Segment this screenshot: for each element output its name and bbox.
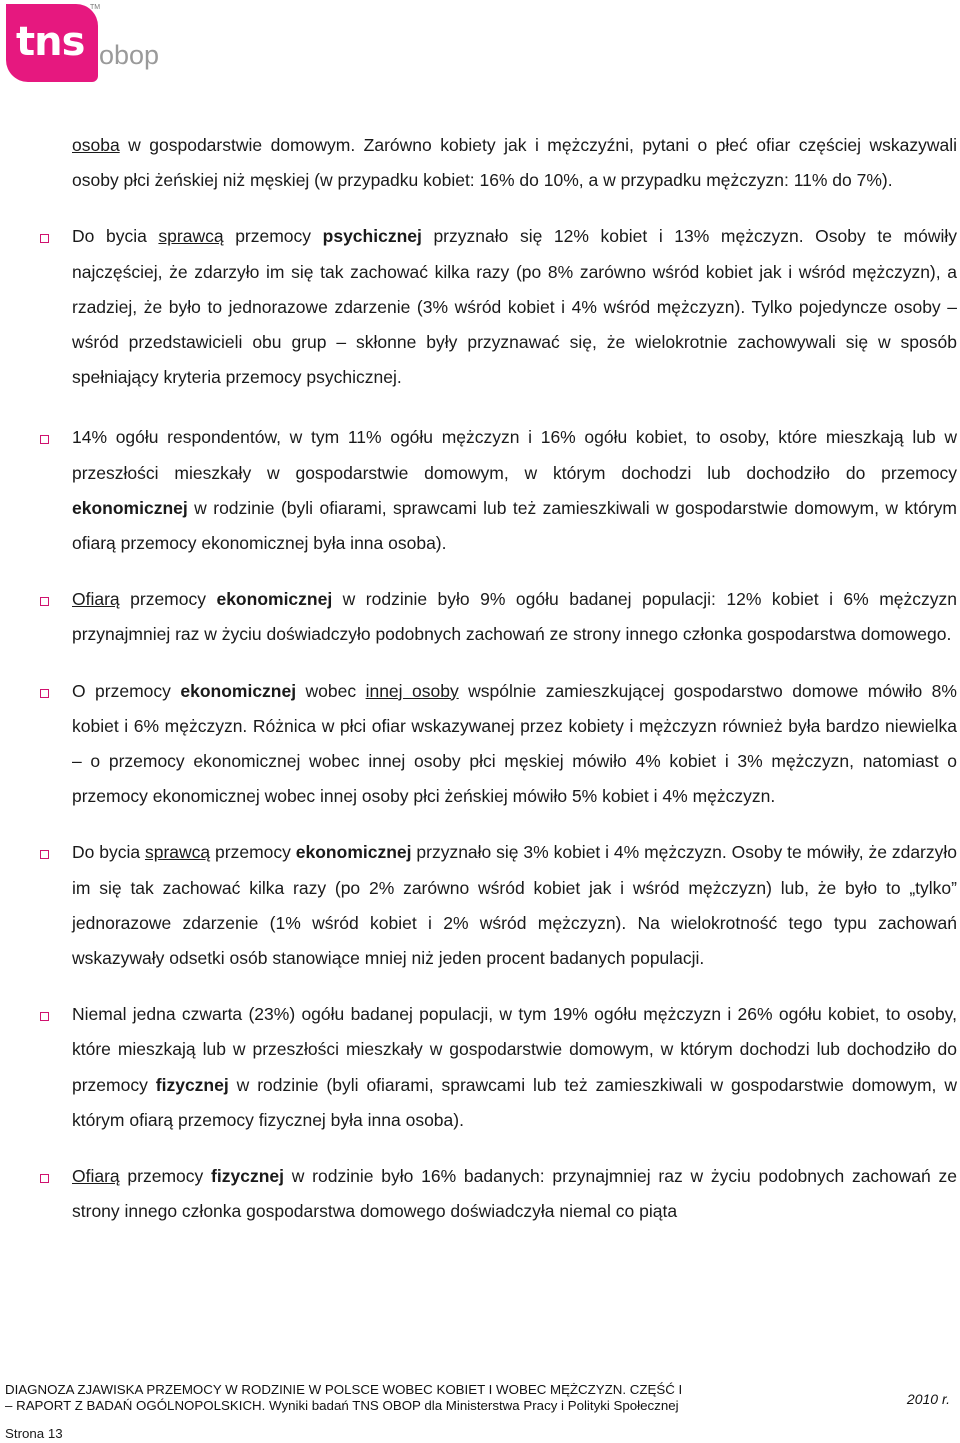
text-run: 14% ogółu respondentów, w tym 11% ogółu mężczyzn i 16% ogółu kobiet, to osoby, które mieszkają lub w przeszłości mieszkały w gospodarstwie domowym, w którym dochodzi lub dochodziło do przemocy: [72, 427, 957, 483]
text-run: Niemal jedna czwarta (23%) ogółu badanej populacji, w tym 19% ogółu mężczyzn i 26% ogółu kobiet, to osoby, które mieszkają lub w przeszłości mieszkały w gospodarstwie domowym, w którym dochodzi lub dochodziło do przemocy: [72, 1004, 957, 1095]
text-run: w rodzinie było 16% badanych: przynajmniej raz w życiu podobnych zachowań ze strony innego członka gospodarstwa domowego doświadczyła niemal co piąta: [72, 1166, 957, 1222]
bold-term: ekonomicznej: [216, 589, 333, 610]
bold-term: psychicznej: [322, 226, 422, 247]
text-run: O przemocy: [72, 680, 181, 701]
bold-term: ekonomicznej: [72, 497, 188, 518]
bullet-square-icon: [40, 689, 49, 698]
bullet-item-5: [72, 835, 957, 976]
underlined-word: Ofiarą: [72, 1166, 120, 1187]
bullet-square-icon: [40, 234, 49, 243]
footer-year: 2010 r.: [906, 1391, 950, 1407]
bullet-item-6: [72, 997, 957, 1138]
bullet-square-icon: [40, 597, 49, 606]
underlined-word: sprawcą: [144, 842, 211, 863]
bullet-square-icon: [40, 1012, 49, 1021]
text-run: w gospodarstwie domowym. Zarówno kobiety jak i mężczyźni, pytani o płeć ofiar częściej wskazywali osoby płci żeńskiej niż męskiej (w przypadku kobiet: 16% do 10%, a w przypadku mężczyzn: 11% do 7%).: [72, 135, 957, 191]
bullet-item-4: [72, 674, 957, 815]
continuation-paragraph: [72, 128, 957, 198]
footer-title-line-2: – RAPORT Z BADAŃ OGÓLNOPOLSKICH. Wyniki badań TNS OBOP dla Ministerstwa Pracy i Polityki Społecznej: [5, 1398, 679, 1413]
tns-obop-logo: [6, 4, 160, 86]
underlined-word: Ofiarą: [72, 589, 120, 610]
logo-subtext: obop: [99, 40, 160, 70]
logo-mark-text: tns: [16, 19, 85, 65]
text-run: wobec: [296, 680, 366, 701]
text-run: wspólnie zamieszkującej gospodarstwo domowe mówiło 8% kobiet i 6% mężczyzn. Różnica w płci ofiar wskazywanej przez kobiety i mężczyzn również była bardzo niewielka – o przemocy ekonomicznej wobec innej osoby płci męskiej mówiło 4% kobiet i 3% mężczyzn, natomiast o przemocy ekonomicznej wobec innej osoby płci żeńskiej mówiło 5% kobiet i 4% mężczyzn.: [72, 680, 957, 807]
bullet-item-1: [72, 219, 957, 395]
underlined-word: innej osoby: [365, 680, 459, 701]
bold-term: ekonomicznej: [180, 680, 297, 701]
text-run: w rodzinie (byli ofiarami, sprawcami lub też zamieszkiwali w gospodarstwie domowym, w którym ofiarą przemocy ekonomicznej była inna osoba).: [72, 497, 957, 554]
text-run: przyznało się 3% kobiet i 4% mężczyzn. Osoby te mówiły, że zdarzyło im się tak zachować kilka razy (po 2% zarówno wśród kobiet jak i wśród mężczyzn) lub, że było to „tylko” jednorazowe zdarzenie (1% wśród kobiet i 2% wśród mężczyzn). Na wielokrotność tego typu zachowań wskazywały odsetki osób stanowiące mniej niż jeden procent badanych populacji.: [72, 842, 958, 969]
text-run: Do bycia: [72, 842, 145, 863]
page-number: Strona 13: [5, 1426, 63, 1441]
text-run: przemocy: [223, 226, 323, 247]
text-run: Do bycia: [72, 226, 159, 247]
underlined-word: osoba: [72, 135, 120, 155]
text-run: przemocy: [119, 589, 217, 610]
text-run: w rodzinie było 9% ogółu badanej populacji: 12% kobiet i 6% mężczyzn przynajmniej raz w życiu doświadczyło podobnych zachowań ze strony innego członka gospodarstwa domowego.: [72, 589, 957, 645]
text-run: przyznało się 12% kobiet i 13% mężczyzn. Osoby te mówiły najczęściej, że zdarzyło im się tak zachować kilka razy (po 8% zarówno wśród kobiet jak i wśród mężczyzn), a rzadziej, że było to jednorazowe zdarzenie (3% wśród kobiet i 4% wśród mężczyzn). Tylko pojedyncze osoby – wśród przedstawicieli obu grup – skłonne były przyznawać się, że wielokrotnie zachowywali się w sposób spełniający kryteria przemocy psychicznej.: [72, 226, 958, 388]
bold-term: ekonomicznej: [295, 842, 412, 863]
document-body: [72, 128, 957, 1229]
bullet-square-icon: [40, 435, 49, 444]
bullet-item-3: [72, 582, 957, 652]
text-run: przemocy: [210, 842, 296, 863]
report-footer: [5, 1382, 955, 1414]
text-run: w rodzinie (byli ofiarami, sprawcami lub też zamieszkiwali w gospodarstwie domowym, w którym ofiarą przemocy fizycznej była inna osoba).: [72, 1074, 957, 1130]
bullet-square-icon: [40, 1174, 49, 1183]
underlined-word: sprawcą: [158, 226, 224, 247]
bold-term: fizycznej: [211, 1166, 284, 1187]
bold-term: fizycznej: [155, 1074, 229, 1095]
footer-title-line-1: DIAGNOZA ZJAWISKA PRZEMOCY W RODZINIE W POLSCE WOBEC KOBIET I WOBEC MĘŻCZYZN. CZĘŚĆ I: [5, 1382, 683, 1397]
text-run: przemocy: [119, 1166, 212, 1187]
bullet-square-icon: [40, 850, 49, 859]
bullet-item-2: [72, 420, 957, 561]
logo-trademark: TM: [90, 4, 101, 11]
bullet-item-7: [72, 1159, 957, 1229]
logo-mark: [6, 4, 101, 82]
